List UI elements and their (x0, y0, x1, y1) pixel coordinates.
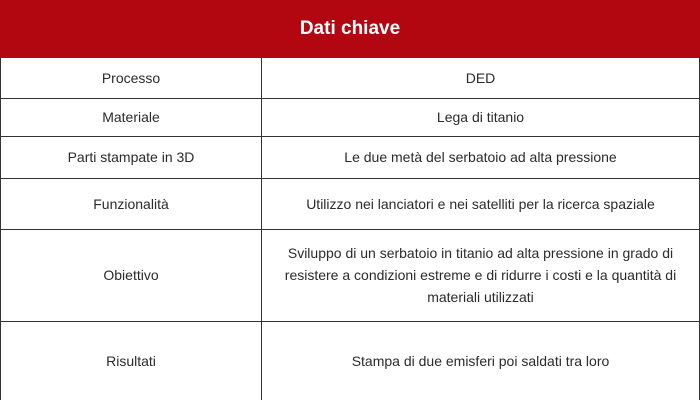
row-label: Materiale (1, 98, 262, 136)
table-row (1, 58, 700, 98)
row-label: Processo (1, 58, 262, 98)
row-value: DED (262, 58, 700, 98)
table-row (1, 229, 700, 321)
row-value: Sviluppo di un serbatoio in titanio ad alta pressione in grado di resistere a condizioni estreme e di ridurre i costi e la quantità di materiali utilizzati (262, 229, 700, 321)
row-label: Funzionalità (1, 178, 262, 229)
row-label: Obiettivo (1, 229, 262, 321)
table-row (1, 136, 700, 178)
table-row (1, 321, 700, 400)
row-label: Parti stampate in 3D (1, 136, 262, 178)
table-row (1, 178, 700, 229)
table-row (1, 98, 700, 136)
key-data-grid (0, 58, 700, 400)
table-title: Dati chiave (0, 0, 700, 58)
row-value: Lega di titanio (262, 98, 700, 136)
row-value: Stampa di due emisferi poi saldati tra loro (262, 321, 700, 400)
row-value: Utilizzo nei lanciatori e nei satelliti per la ricerca spaziale (262, 178, 700, 229)
row-value: Le due metà del serbatoio ad alta pressione (262, 136, 700, 178)
row-label: Risultati (1, 321, 262, 400)
